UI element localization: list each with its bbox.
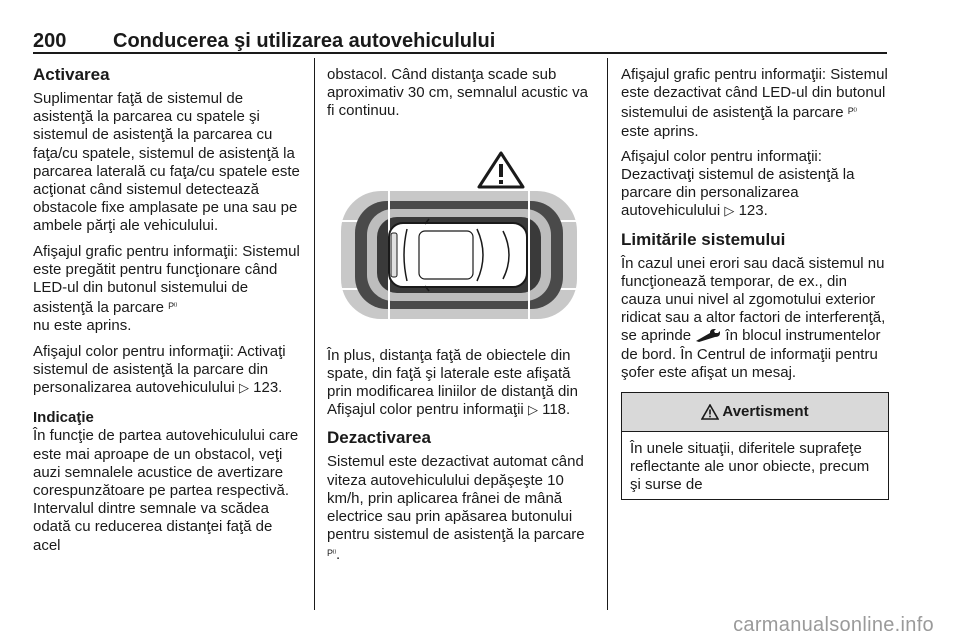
paragraph (621, 255, 889, 382)
page-number: 200 (33, 30, 67, 52)
warning-text: În unele situaţii, diferitele suprafeţe reflectante ale unor obiecte, precum şi surse de (630, 440, 870, 494)
paragraph: obstacol. Când distanţa scade sub aproximativ 30 cm, semnalul acustic va fi continuu. (327, 66, 588, 120)
page-reference[interactable]: 123. (738, 202, 768, 220)
paragraph (327, 347, 591, 420)
column-2 (327, 66, 591, 572)
wrench-icon (695, 328, 721, 342)
note-text: În funcţie de partea autovehiculului care este mai aproape de un obstacol, veţi auzi semnalele acustice de avertizare corespunzătoare pe partea respectivă. Intervalul dintre semnale va scădea odată cu reducerea distanţei faţă de acel (33, 427, 299, 554)
section-heading-deactivation: Dezactivarea (327, 428, 431, 448)
paragraph-text: Afişajul color pentru informaţii: Dezactivaţi sistemul de asistenţă la parcare din personalizarea autovehiculului (621, 147, 855, 220)
parking-sensor-icon: P⁽⁾ (847, 106, 857, 117)
car-top-view (389, 219, 527, 291)
paragraph-text: Afişajul grafic pentru informaţii: Sistemul este dezactivat când LED-ul din butonul sistemului de asistenţă la parcare (621, 66, 888, 122)
parking-sensor-icon: P⁽⁾ (327, 548, 336, 559)
paragraph-text: Sistemul este dezactivat automat când viteza autovehiculului depăşeşte 10 km/h, prin aplicarea frânei de mână electrice sau prin apăsarea butonului pentru sistemul de asistenţă la parcare (327, 453, 585, 544)
paragraph (33, 243, 301, 336)
warning-title: Avertisment (722, 402, 809, 420)
page-reference[interactable]: 118. (542, 401, 571, 419)
paragraph: Suplimentar faţă de sistemul de asistenţă la parcarea cu spatele şi sistemul de asistenţă la parcarea cu faţa/cu spatele, sistemul de asistenţă la parcarea laterală cu faţa/cu spatele este acţionat când sistemul detectează obstacole fixe amplasate pe una sau pe ambele părţi ale vehiculului. (33, 90, 300, 235)
parking-sensor-illustration (327, 149, 591, 327)
page-reference[interactable]: 123. (253, 379, 283, 397)
warning-triangle-icon (479, 153, 523, 187)
page-header (33, 30, 887, 54)
paragraph-text: Afişajul grafic pentru informaţii: Sistemul este pregătit pentru funcţionare când LED-ul din butonul sistemului de asistenţă la parcare (33, 242, 300, 317)
warning-triangle-icon (701, 404, 719, 420)
paragraph (327, 453, 591, 564)
column-3 (621, 66, 889, 500)
page-title: Conducerea şi utilizarea autovehiculului (113, 30, 496, 52)
page-ref-arrow-icon: ▷ (238, 380, 249, 396)
paragraph (621, 148, 889, 221)
column-1 (33, 64, 301, 562)
paragraph (621, 66, 889, 141)
page-ref-arrow-icon: ▷ (527, 402, 538, 418)
section-heading-activation: Activarea (33, 65, 110, 84)
header-rule (33, 52, 887, 54)
paragraph-text: în blocul instrumentelor de bord. În Centrul de informaţii pentru şofer este afişat un mesaj. (621, 327, 881, 381)
paragraph-text: În cazul unei erori sau dacă sistemul nu funcţionează temporar, de ex., din cauza unui nivel al zgomotului exterior ridicat sau a altor factori de interferenţă, se aprinde (621, 254, 886, 345)
note-heading: Indicaţie (33, 409, 94, 427)
paragraph-text: . (335, 546, 341, 564)
paragraph-text: În plus, distanţa faţă de obiectele din spate, din faţă şi laterale este afişată prin modificarea liniilor de distanţă din Afişajul color pentru informaţii (327, 346, 578, 419)
warning-header (621, 392, 889, 432)
warning-box (621, 392, 889, 500)
paragraph (33, 343, 301, 398)
page-ref-arrow-icon: ▷ (724, 203, 735, 219)
paragraph-text: Afişajul color pentru informaţii: Activaţi sistemul de asistenţă la parcare din personalizarea autovehiculului (33, 342, 286, 397)
parking-sensor-icon: P⁽⁾ (168, 301, 178, 312)
parking-sensor-diagram (327, 149, 591, 327)
section-heading-limitations: Limitările sistemului (621, 229, 786, 249)
column-divider (314, 58, 315, 610)
paragraph-text: nu este aprins. (33, 317, 132, 335)
watermark: carmanualsonline.info (733, 614, 934, 636)
paragraph-text: este aprins. (621, 122, 699, 140)
column-divider (607, 58, 608, 610)
